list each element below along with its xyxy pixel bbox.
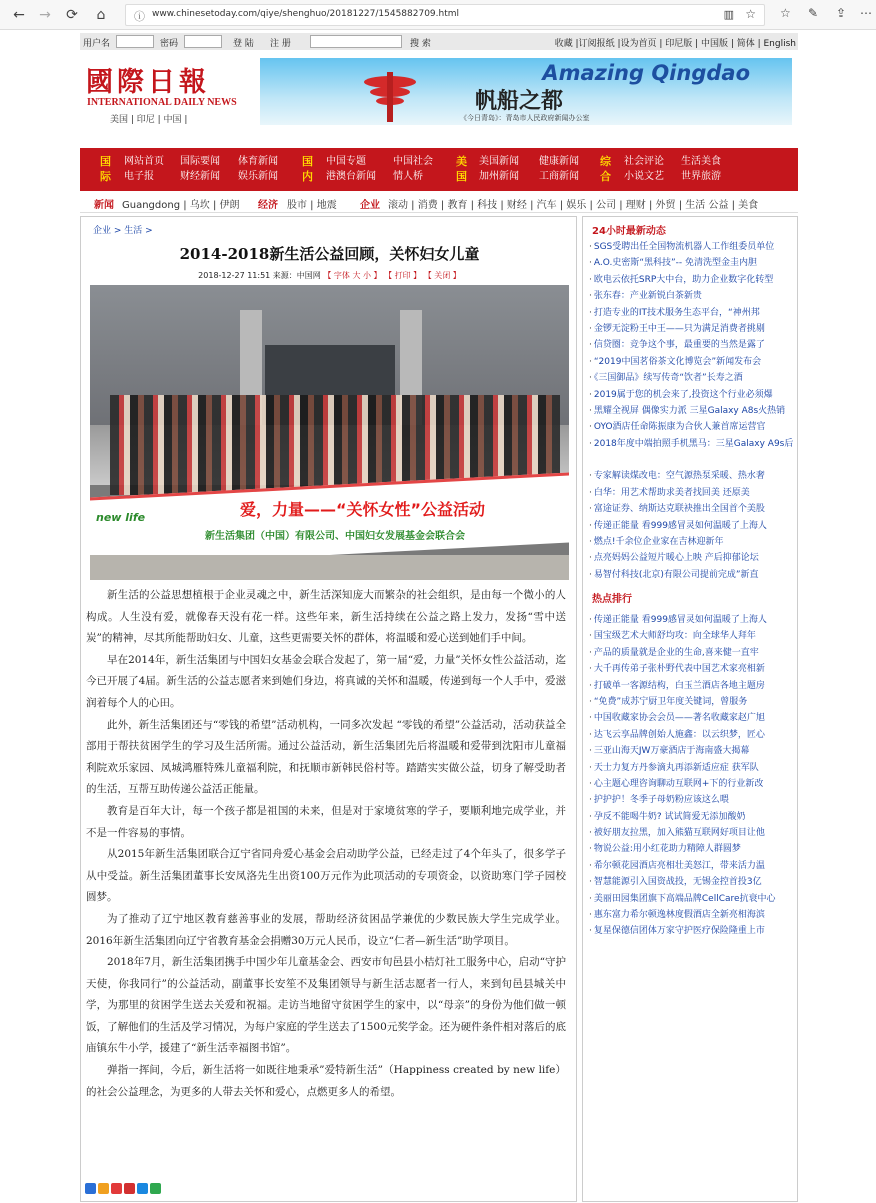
banner-title: Amazing Qingdao [542, 61, 750, 85]
share-renren-icon[interactable] [137, 1183, 148, 1194]
article-paragraph: 早在2014年，新生活集团与中国妇女基金会联合发起了，第一届“爱，力量”关怀女性公益活动，迄今已开展了4届。新生活的公益志愿者来到她们身边，将真诚的关怀和温暖，传递到每一个人手中，爱滋润着每个人的心田。 [86, 653, 566, 709]
sidebar-news-link[interactable]: · 专家解读煤改电：空气源热泵采暖、热水奢 [589, 468, 799, 484]
username-label: 用户名 [83, 39, 111, 49]
password-label: 密码 [160, 39, 179, 49]
article-photo [90, 285, 569, 580]
sidebar-news-link[interactable]: · 智慧能源引入国资战投，无锡金控首投3亿 [589, 874, 799, 890]
sidebar-news-link[interactable]: · “2019中国茗俗茶文化博览会”新闻发布会 [589, 354, 799, 370]
register-button[interactable]: 注 册 [270, 39, 291, 49]
font-size-button[interactable]: 【 字体 大 小 】 [323, 271, 382, 280]
back-arrow-icon[interactable]: ← [13, 7, 25, 23]
article-paragraph: 教育是百年大计，每一个孩子都是祖国的未来，但是对于家境贫寒的学子，要顺利地完成学业，并不是一件容易的事情。 [86, 804, 566, 839]
favorites-list-icon[interactable]: ☆ [780, 6, 791, 20]
subnav-news-label[interactable]: 新闻 [94, 200, 114, 211]
nav-sports[interactable]: 体育新闻 [238, 156, 278, 167]
home-icon[interactable]: ⌂ [96, 7, 106, 23]
sidebar-news-link[interactable]: · 打破单一客源结构，白玉兰酒店各地主题房 [589, 678, 799, 694]
sidebar-news-link[interactable]: · 白华：用艺术帮助求美者找回美 还原美 [589, 485, 799, 501]
search-button[interactable]: 搜 索 [410, 39, 431, 49]
nav-health[interactable]: 健康新闻 [539, 156, 579, 167]
nav-food[interactable]: 生活美食 [681, 156, 721, 167]
subnav-econ-links[interactable]: 股市 | 地震 [287, 200, 337, 211]
subnav-biz-label[interactable]: 企业 [360, 200, 380, 211]
photo-banner-slogan: 爱，力量——“关怀女性”公益活动 [240, 500, 486, 519]
nav-home[interactable]: 网站首页 [124, 156, 164, 167]
latest-news-list [589, 239, 799, 583]
nav-ca-news[interactable]: 加州新闻 [479, 171, 519, 182]
sidebar-news-link[interactable]: · 三亚山海天JW万豪酒店于海南盛大揭幕 [589, 743, 799, 759]
sidebar-news-link[interactable]: · 产品的质量就是企业的生命,喜来健一直牢 [589, 645, 799, 661]
logo-chinese[interactable]: 國際日報 [86, 67, 210, 98]
banner-slogan: 帆船之都 [475, 88, 564, 114]
sidebar-news-link[interactable]: · 2019属于您的机会来了,投资这个行业必须爆 [589, 387, 799, 403]
sidebar-news-link[interactable]: · SGS受聘出任全国物流机器人工作组委员单位 [589, 239, 799, 255]
sidebar-news-link[interactable]: · 大千再传弟子张朴野代表中国艺术家亮相新 [589, 661, 799, 677]
forward-arrow-icon[interactable]: → [39, 7, 51, 23]
article-paragraph: 新生活的公益思想植根于企业灵魂之中，新生活深知庞大而繁杂的社会组织，是由每一个微小的人构成。人生没有爱，就像春天没有花一样。这些年来，新生活持续在公益之路上发力，发扬“雪中送炭”的精神，尽其所能帮助妇女、儿童，这些更需要关怀的群体，将温暖和爱心送到她们手中间。 [86, 589, 566, 645]
sidebar [582, 216, 798, 1202]
sidebar-news-link[interactable]: · 护护护！冬季子母奶粉应该这么喂 [589, 792, 799, 808]
sidebar-news-link[interactable]: · 复星保德信团体万家守护医疗保险隆重上市 [589, 923, 799, 939]
nav-us-news[interactable]: 美国新闻 [479, 156, 519, 167]
article-panel [80, 216, 577, 1202]
sidebar-news-link[interactable]: · 燃点!千余位企业家在吉林迎新年 [589, 534, 799, 550]
nav-lovers-bridge[interactable]: 情人桥 [393, 171, 423, 182]
share-more-icon[interactable] [85, 1183, 96, 1194]
sidebar-news-link[interactable]: · 美丽田园集团旗下高端品牌CellCare抗衰中心 [589, 891, 799, 907]
share-tencent-icon[interactable] [124, 1183, 135, 1194]
sidebar-news-link[interactable]: · 打造专业的IT技术服务生态平台，“神州邦 [589, 305, 799, 321]
top-links[interactable]: 收藏 |订阅报纸 |设为首页 | 印尼版 | 中国版 | 简体 | English [554, 39, 796, 49]
latest-news-title: 24小时最新动态 [592, 226, 666, 237]
nav-ent[interactable]: 娱乐新闻 [238, 171, 278, 182]
sidebar-news-link[interactable]: · 黑耀全视屏 偶像实力派 三星Galaxy A8s火热销 [589, 403, 799, 419]
logo-english[interactable]: INTERNATIONAL DAILY NEWS [87, 97, 237, 108]
sidebar-news-link[interactable]: · “免费”成苏宁厨卫年度关键词，曾服务 [589, 694, 799, 710]
nav-business[interactable]: 工商新闻 [539, 171, 579, 182]
breadcrumb[interactable]: 企业 > 生活 > [93, 226, 153, 236]
banner-credit: 《今日青岛》：青岛市人民政府新闻办公室 [460, 114, 590, 122]
logo-editions[interactable]: 美国 | 印尼 | 中国 | [110, 115, 188, 125]
article-date-source: 2018-12-27 11:51 来源：中国网 [198, 271, 321, 280]
subnav-econ-label[interactable]: 经济 [258, 200, 278, 211]
sidebar-news-link[interactable]: · 易智付科技(北京)有限公司提前完成”新直 [589, 567, 799, 583]
article-paragraph: 从2015年新生活集团联合辽宁省同舟爱心基金会启动助学公益，已经走过了4个年头了，很多学子从中受益。新生活集团董事长安凤洛先生出资100万元作为此项活动的专项资金，以资助寒门学子园校圆梦。 [86, 848, 566, 904]
photo-ground [90, 555, 569, 580]
share-weibo-icon[interactable] [111, 1183, 122, 1194]
sidebar-news-link[interactable]: · 物说公益:用小红花助力精障人群圆梦 [589, 841, 799, 857]
sidebar-news-link[interactable]: · 信贷圈：竞争这个事，最重要的当然是露了 [589, 337, 799, 353]
share-qzone-icon[interactable] [98, 1183, 109, 1194]
nav-group-us-label: 美国 [456, 155, 467, 183]
hot-news-title: 热点排行 [592, 594, 632, 605]
nav-group-intl-label: 国际 [100, 155, 111, 183]
sidebar-news-link[interactable]: · 被好朋友拉黑，加入熊猫互联网好项目让他 [589, 825, 799, 841]
sidebar-news-link[interactable]: · 点亮妈妈公益短片暖心上映 产后抑郁论坛 [589, 550, 799, 566]
info-icon[interactable]: ⓘ [134, 10, 145, 23]
sidebar-news-link[interactable]: · 天士力复方丹参滴丸再添新适应症 获军队 [589, 760, 799, 776]
sidebar-news-link[interactable]: · 欧电云依托SRP大中台，助力企业数字化转型 [589, 272, 799, 288]
nav-intl-news[interactable]: 国际要闻 [180, 156, 220, 167]
sidebar-news-link[interactable]: · 富途证券、纳斯达克联袂推出全国首个美股 [589, 501, 799, 517]
share-wechat-icon[interactable] [150, 1183, 161, 1194]
article-paragraph: 2018年7月，新生活集团携手中国少年儿童基金会、西安市旬邑县小桔灯社工服务中心，启动“守护天使，你我同行”的公益活动，副董事长安笙不及集团领导与新生活志愿者一行人，来到旬邑县城关中学，为那里的贫困学生送去关爱和祝福。走访当地留守贫困学生的家中，以“母亲”的身份为他们做一顿饭，了解他们的生活及学习情况，为每户家庭的学生送去了1500元奖学金。还为硬件条件相对落后的底庙镇东牛小学，援建了“新生活幸福图书馆”。 [86, 956, 566, 1055]
photo-banner-org: 新生活集团（中国）有限公司、中国妇女发展基金会联合会 [205, 531, 465, 542]
sidebar-news-link[interactable]: · 传递正能量 看999感冒灵如何温暖了上海人 [589, 518, 799, 534]
refresh-icon[interactable]: ⟳ [66, 7, 78, 23]
article-meta [81, 270, 578, 281]
sidebar-news-link[interactable]: · A.O.史密斯“黑科技”-- 免清洗型金圭内胆 [589, 255, 799, 271]
sidebar-news-link[interactable]: · 心主题心理咨询聊动互联网+下的行业新改 [589, 776, 799, 792]
sidebar-news-link[interactable]: · 2018年度中端拍照手机黑马：三星Galaxy A9s后 [589, 436, 799, 469]
sidebar-news-link[interactable]: · 惠东富力希尔顿逸林度假酒店全新亮相海滨 [589, 907, 799, 923]
nav-travel[interactable]: 世界旅游 [681, 171, 721, 182]
more-icon[interactable]: ⋯ [860, 6, 872, 20]
article-paragraph: 此外，新生活集团还与“零钱的希望”活动机构，一同多次发起 “零钱的希望”公益活动，活动获益全部用于帮扶贫困学生的学习及生活所需。通过公益活动，新生活集团先后将温暖和爱带到沈阳市儿童福利院欢乐家园、凤城鸿雁特殊儿童福利院，和抚顺市新韩民俗村等。踏踏实实做公益，切身了解受助者的生活，互帮互助传递公益活正能量。 [86, 718, 566, 796]
subnav-news-links[interactable]: Guangdong | 乌坎 | 伊朗 [122, 200, 240, 211]
print-button[interactable]: 【 打印 】 [384, 271, 422, 280]
sidebar-news-link[interactable]: · 中国收藏家协会会员——著名收藏家赵广旭 [589, 710, 799, 726]
nav-hkmo-tw[interactable]: 港澳台新闻 [326, 171, 376, 182]
sidebar-news-link[interactable]: · 孕反不能喝牛奶? 试试简爱无添加酸奶 [589, 809, 799, 825]
nav-epaper[interactable]: 电子报 [124, 171, 154, 182]
nav-group-domestic-label: 国内 [302, 155, 313, 183]
sidebar-news-link[interactable]: · 《三国御品》续写传奇“饮者”长寿之酒 [589, 370, 799, 386]
photo-banner-logo: new life [96, 511, 146, 524]
nav-commentary[interactable]: 社会评论 [624, 156, 664, 167]
url-text: www.chinesetoday.com/qiye/shenghuo/20181227/1545882709.html [152, 9, 460, 19]
nav-china-society[interactable]: 中国社会 [393, 156, 433, 167]
article-title: 2014-2018新生活公益回顾，关怀妇女儿童 [179, 245, 480, 263]
sidebar-news-link[interactable]: · 达飞云享品牌创始人施鑫：以云织梦，匠心 [589, 727, 799, 743]
sidebar-news-link[interactable]: · 希尔顿花园酒店亮相壮美怒江，带来活力温 [589, 858, 799, 874]
nav-group-general-label: 综合 [600, 155, 611, 183]
article-paragraph: 弹指一挥间，今后，新生活将一如既往地秉承”爱特新生活”（Happiness created by new life）的社会公益理念，为更多的人带去关怀和爱心，点燃更多人的希望。 [86, 1064, 566, 1098]
hot-news-list [589, 612, 799, 940]
sidebar-news-link[interactable]: · 金锣无淀粉王中王——只为满足消费者挑剔 [589, 321, 799, 337]
share-bar [85, 1179, 163, 1191]
sidebar-news-link[interactable]: · 张东春：产业新锐白茶新贵 [589, 288, 799, 304]
nav-china-special[interactable]: 中国专题 [326, 156, 366, 167]
login-button[interactable]: 登 陆 [233, 39, 254, 49]
share-icon[interactable]: ⇪ [836, 6, 847, 20]
article-paragraph: 为了推动了辽宁地区教育慈善事业的发展，帮助经济贫困品学兼优的少数民族大学生完成学业。2016年新生活集团向辽宁省教育基金会捐赠30万元人民币，设立“仁者—新生活”助学项目。 [86, 912, 566, 947]
nav-literature[interactable]: 小说文艺 [624, 171, 664, 182]
close-button[interactable]: 【 关闭 】 [423, 271, 461, 280]
sidebar-news-link[interactable]: · OYO酒店任命陈振康为合伙人兼首席运营官 [589, 419, 799, 435]
address-bar[interactable] [125, 4, 765, 26]
favorite-star-icon[interactable]: ☆ [745, 7, 756, 21]
sidebar-news-link[interactable]: · 国宝级艺术大师舒均攻：向全球华人拜年 [589, 628, 799, 644]
nav-finance[interactable]: 财经新闻 [180, 171, 220, 182]
reading-view-icon[interactable]: ▥ [723, 8, 734, 21]
article-body [86, 585, 566, 1103]
subnav-biz-links[interactable]: 滚动 | 消费 | 教育 | 科技 | 财经 | 汽车 | 娱乐 | 公司 | 理财 | 外贸 | 生活 公益 | 美食 [388, 200, 759, 211]
content-area [80, 33, 798, 1203]
pen-icon[interactable]: ✎ [808, 6, 819, 20]
sidebar-news-link[interactable]: · 传递正能量 看999感冒灵如何温暖了上海人 [589, 612, 799, 628]
browser-toolbar [0, 0, 876, 30]
